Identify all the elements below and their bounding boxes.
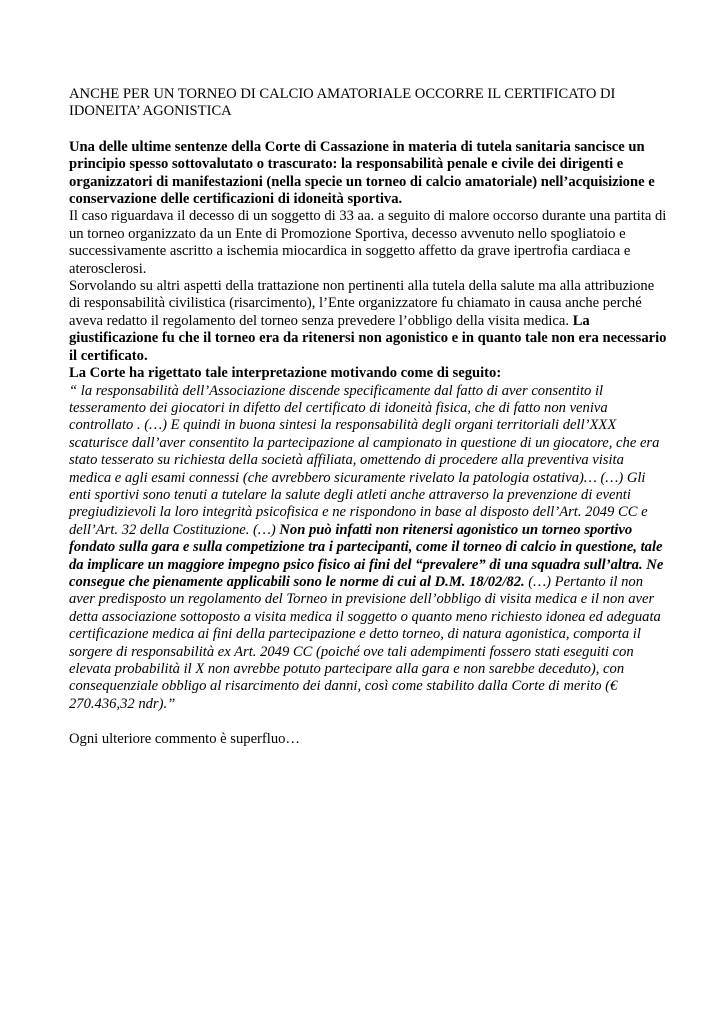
court-paragraph: La Corte ha rigettato tale interpretazione motivando come di seguito:	[69, 365, 502, 382]
document-title: ANCHE PER UN TORNEO DI CALCIO AMATORIALE OCCORRE IL CERTIFICATO DI IDONEITA’ AGONISTICA	[69, 86, 616, 120]
quote-paragraph	[69, 383, 669, 714]
case-paragraph: Il caso riguardava il decesso di un soggetto di 33 aa. a seguito di malore occorso durante una partita di un torneo organizzato da un Ente di Promozione Sportiva, decesso avvenuto nello spogliatoio e successivamente ascritto a ischemia miocardica in soggetto affetto da grave ipertrofia cardiaca e aterosclerosi.	[69, 208, 667, 277]
closing-paragraph: Ogni ulteriore commento è superfluo…	[69, 731, 301, 748]
aspects-bold-text: La giustificazione fu che il torneo era da ritenersi non agonistico e in quanto tale non era necessario il certificato.	[69, 312, 667, 364]
quote-part-1: “ la responsabilità dell’Associazione discende specificamente dal fatto di aver consentito il tesseramento dei giocatori in difetto del certificato di idoneità fisica, che di fatto non veniva controllato . (…) E quindi in buona sintesi la responsabilità degli organi territoriali dell’XXX scaturisce dall’aver consentito la partecipazione al campionato in questione di un giocatore, che era stato tesserato su richiesta della società affiliata, omettendo di procedere alla preventiva visita medica e agli esami connessi (che avrebbero sicuramente rivelato la patologia ostativa)… (…) Gli enti sportivi sono tenuti a tutelare la salute degli atleti anche attraverso la prevenzione di eventi pregiudizievoli la loro integrità psicofisica e ne rispondono in base al disposto dell’Art. 2049 CC e dell’Art. 32 della Costituzione. (…)	[69, 382, 660, 538]
aspects-paragraph	[69, 278, 669, 365]
quote-bold-part: Non può infatti non ritenersi agonistico un torneo sportivo fondato sulla gara e sulla competizione tra i partecipanti, come il torneo di calcio in questione, tale da implicare un maggiore impegno psico fisico ai fini del “prevalere” di una squadra sull’altra. Ne consegue che pienamente applicabili sono le norme di cui al D.M. 18/02/82.	[69, 521, 664, 590]
quote-part-2: (…) Pertanto il non aver predisposto un regolamento del Torneo in previsione dell’obbligo di visita medica e il non aver detta associazione sottoposto a visita medica il soggetto o quanto meno richiesto idonea ed adeguata certificazione medica ai fini della partecipazione e detto torneo, di natura agonistica, comporta il sorgere di responsabilità ex Art. 2049 CC (poiché ove tali adempimenti fossero stati eseguiti con elevata probabilità il X non avrebbe potuto partecipare alla gara e non sarebbe deceduto), con consequenziale obbligo al risarcimento dei danni, così come stabilito dalla Corte di merito (€ 270.436,32 ndr).”	[69, 573, 661, 712]
aspects-text: Sorvolando su altri aspetti della trattazione non pertinenti alla tutela della salute ma alla attribuzione di responsabilità civilistica (risarcimento), l’Ente organizzatore fu chiamato in causa anche perché aveva redatto il regolamento del torneo senza prevedere l’obbligo della visita medica.	[69, 278, 655, 329]
document-page	[69, 86, 669, 749]
intro-paragraph: Una delle ultime sentenze della Corte di Cassazione in materia di tutela sanitaria sancisce un principio spesso sottovalutato o trascurato: la responsabilità penale e civile dei dirigenti e organizzatori di manifestazioni (nella specie un torneo di calcio amatoriale) nell’acquisizione e conservazione delle certificazioni di idoneità sportiva.	[69, 138, 655, 208]
